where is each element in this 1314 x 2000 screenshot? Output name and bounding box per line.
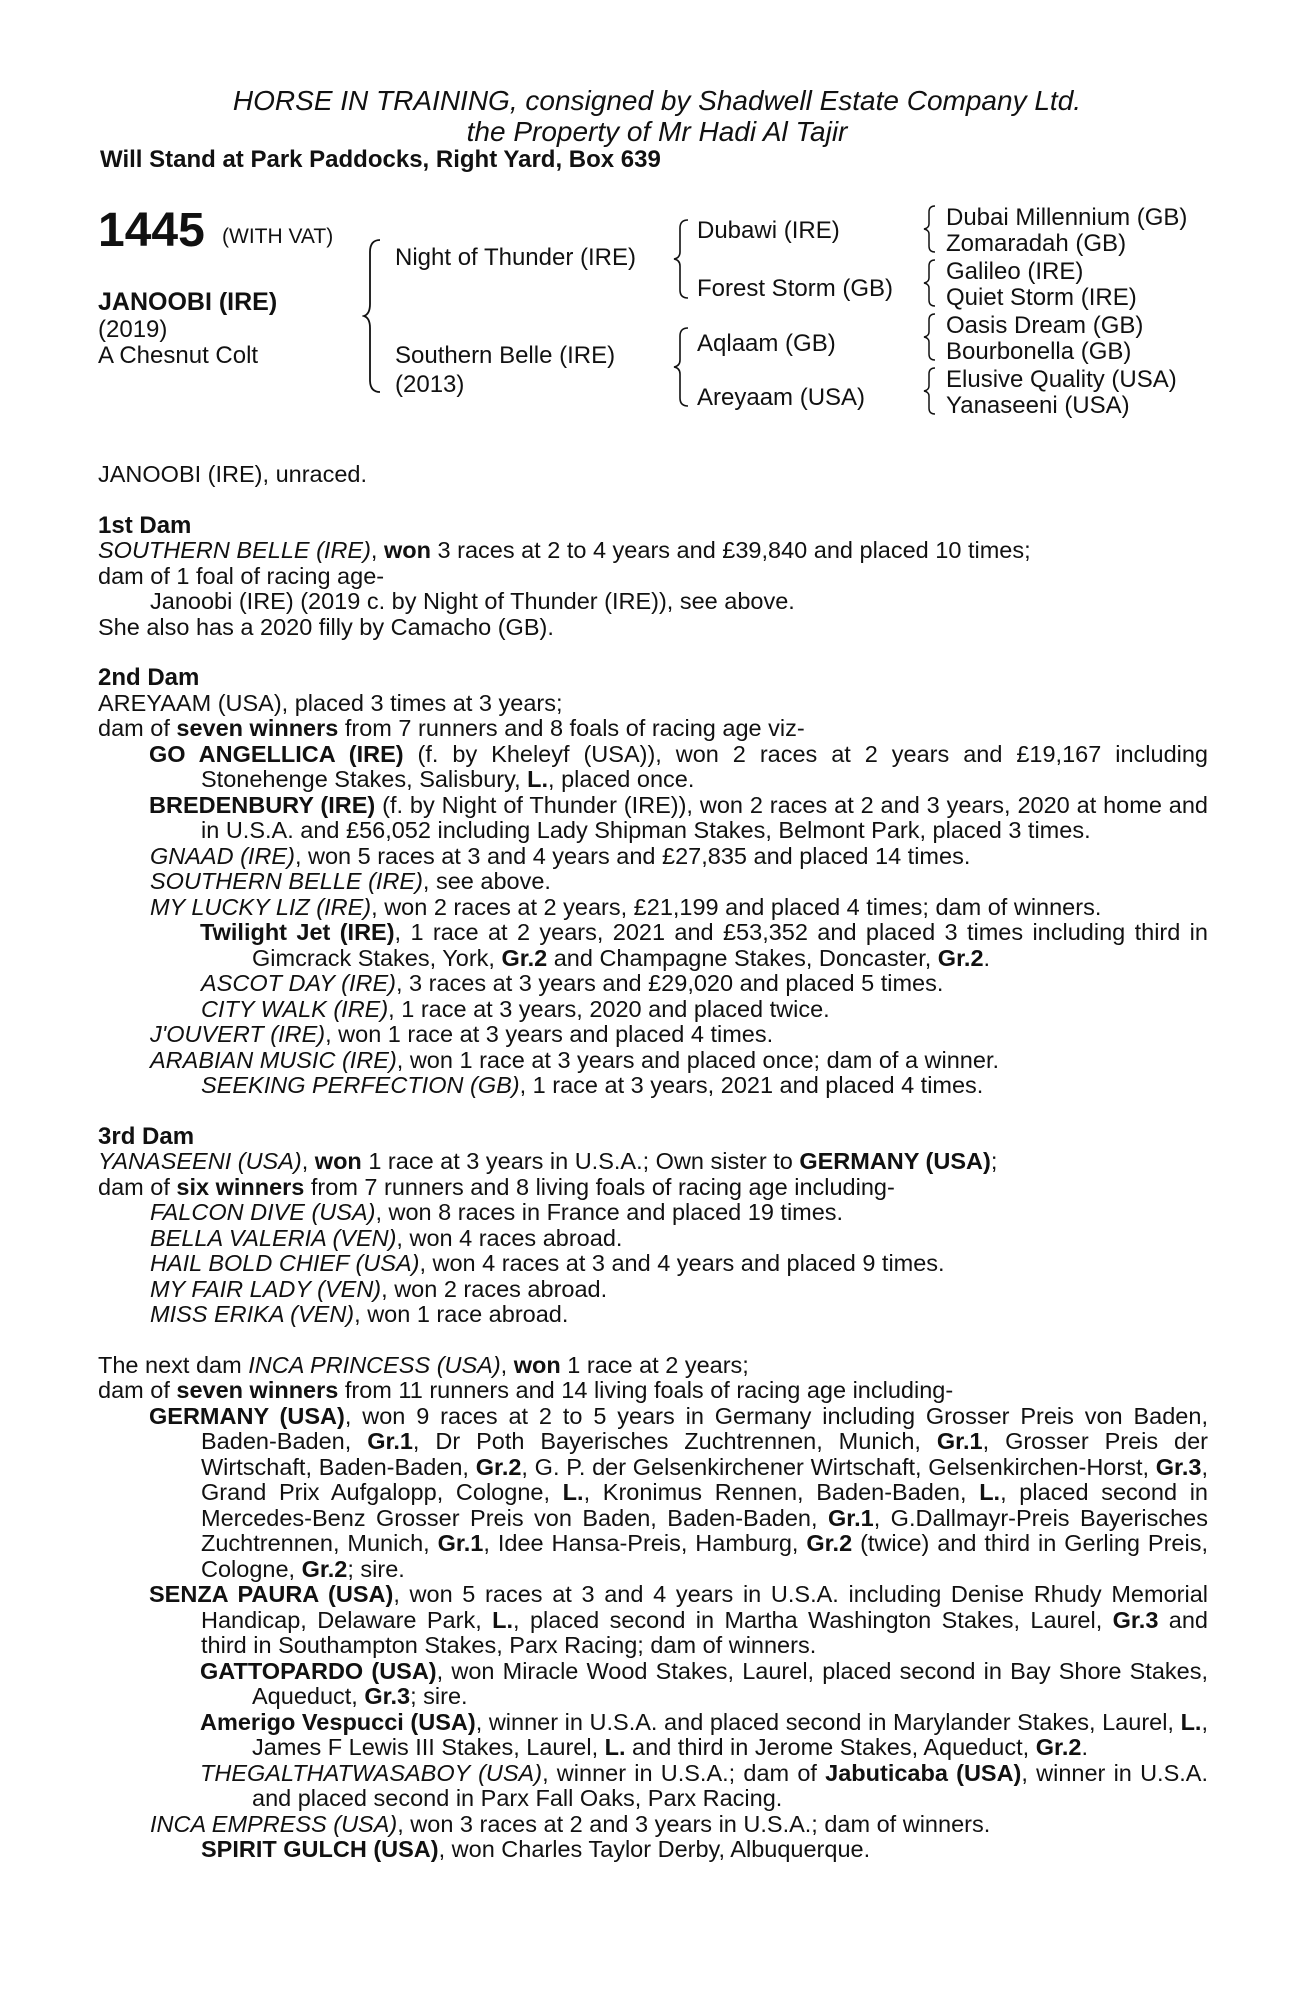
pedigree-brace-ds <box>922 312 938 362</box>
entry-ascot-day: ASCOT DAY (IRE), 3 races at 3 years and £29,020 and placed 5 times. <box>201 970 944 996</box>
pedigree-brace-sire-dam <box>362 238 386 394</box>
pedigree-sd-sire: Galileo (IRE) <box>946 258 1084 285</box>
pedigree-sd-dam: Quiet Storm (IRE) <box>946 284 1137 311</box>
entry-inca-empress: INCA EMPRESS (USA), won 3 races at 2 and 3 years in U.S.A.; dam of winners. <box>150 1810 991 1837</box>
third-dam-line: YANASEENI (USA), won 1 race at 3 years in U.S.A.; Own sister to GERMANY (USA); <box>98 1148 998 1174</box>
second-dam-heading: 2nd Dam <box>98 664 200 691</box>
entry-jouvert: J'OUVERT (IRE), won 1 race at 3 years and placed 4 times. <box>150 1021 774 1047</box>
pedigree-ds-dam: Bourbonella (GB) <box>946 338 1132 365</box>
entry-bella-valeria: BELLA VALERIA (VEN), won 4 races abroad. <box>150 1224 623 1251</box>
entry-twilight-jet: Twilight Jet (IRE), 1 race at 2 years, 2021 and £53,352 and placed 3 times including third in Gimcrack Stakes, York, Gr.2 and Champagne Stakes, Doncaster, Gr.2. <box>200 919 1208 971</box>
pedigree-notes <box>98 462 1208 1863</box>
second-dam-line: AREYAAM (USA), placed 3 times at 3 years; <box>98 689 563 716</box>
pedigree-dd-sire: Elusive Quality (USA) <box>946 366 1177 393</box>
entry-go-angellica: GO ANGELLICA (IRE) (f. by Kheleyf (USA)), won 2 races at 2 years and £19,167 including Stonehenge Stakes, Salisbury, L., placed once. <box>149 740 1208 792</box>
owner-heading: the Property of Mr Hadi Al Tajir <box>466 116 848 147</box>
entry-falcon-dive: FALCON DIVE (USA), won 8 races in France and placed 19 times. <box>150 1199 844 1225</box>
horse-description: A Chesnut Colt <box>98 342 259 369</box>
entry-miss-erika: MISS ERIKA (VEN), won 1 race abroad. <box>150 1301 569 1327</box>
stand-location: Will Stand at Park Paddocks, Right Yard, Box 639 <box>100 146 661 173</box>
third-dam-heading: 3rd Dam <box>98 1122 195 1150</box>
entry-gattopardo: GATTOPARDO (USA), won Miracle Wood Stakes, Laurel, placed second in Bay Shore Stakes, Aqueduct, Gr.3; sire. <box>200 1657 1208 1709</box>
third-dam-produce: dam of six winners from 7 runners and 8 living foals of racing age including- <box>98 1173 895 1200</box>
lot-number: 1445 <box>98 204 205 257</box>
next-dam-line: The next dam INCA PRINCESS (USA), won 1 race at 2 years; <box>98 1351 749 1378</box>
intro-line: JANOOBI (IRE), unraced. <box>98 461 368 487</box>
entry-gnaad: GNAAD (IRE), won 5 races at 3 and 4 years and £27,835 and placed 14 times. <box>150 842 971 869</box>
first-dam-line: SOUTHERN BELLE (IRE), won 3 races at 2 to 4 years and £39,840 and placed 10 times; <box>98 537 1031 563</box>
horse-name: JANOOBI (IRE) <box>98 288 278 316</box>
pedigree-ds-sire: Oasis Dream (GB) <box>946 312 1144 339</box>
entry-my-fair-lady: MY FAIR LADY (VEN), won 2 races abroad. <box>150 1275 608 1302</box>
pedigree-sire-dam: Forest Storm (GB) <box>697 275 894 302</box>
pedigree-dam-sire: Aqlaam (GB) <box>697 330 836 357</box>
pedigree-dd-dam: Yanaseeni (USA) <box>946 392 1130 419</box>
pedigree-brace-sire-parents <box>672 218 692 300</box>
entry-amerigo-vespucci: Amerigo Vespucci (USA), winner in U.S.A. and placed second in Marylander Stakes, Laurel, L., James F Lewis III Stakes, Laurel, L. and third in Jerome Stakes, Aqueduct, Gr.2. <box>200 1708 1208 1760</box>
pedigree-dam-dam: Areyaam (USA) <box>697 384 866 411</box>
entry-my-lucky-liz: MY LUCKY LIZ (IRE), won 2 races at 2 years, £21,199 and placed 4 times; dam of winners. <box>150 893 1102 920</box>
entry-city-walk: CITY WALK (IRE), 1 race at 3 years, 2020 and placed twice. <box>201 995 830 1022</box>
pedigree-ss-dam: Zomaradah (GB) <box>946 230 1127 257</box>
pedigree-sire-sire: Dubawi (IRE) <box>697 217 840 244</box>
entry-arabian-music: ARABIAN MUSIC (IRE), won 1 race at 3 years and placed once; dam of a winner. <box>150 1046 1000 1073</box>
pedigree-sire: Night of Thunder (IRE) <box>395 244 636 271</box>
pedigree-brace-dd <box>922 366 938 416</box>
entry-germany: GERMANY (USA), won 9 races at 2 to 5 years in Germany including Grosser Preis von Baden, Baden-Baden, Gr.1, Dr Poth Bayerisches Zuchtrennen, Munich, Gr.1, Grosser Preis der Wirtschaft, Baden-Baden, Gr.2, G. P. der Gelsenkirchener Wirtschaft, Gelsenkirchen-Horst, Gr.3, Grand Prix Aufgalopp, Cologne, L., Kronimus Rennen, Baden-Baden, L., placed second in Mercedes-Benz Grosser Preis von Baden, Baden-Baden, Gr.1, G.Dallmayr-Preis Bayerisches Zuchtrennen, Munich, Gr.1, Idee Hansa-Preis, Hamburg, Gr.2 (twice) and third in Gerling Preis, Cologne, Gr.2; sire. <box>149 1402 1208 1582</box>
first-dam-heading: 1st Dam <box>98 511 192 539</box>
vat-note: (WITH VAT) <box>222 225 334 248</box>
first-dam-offspring: Janoobi (IRE) (2019 c. by Night of Thunder (IRE)), see above. <box>150 588 795 614</box>
pedigree-brace-sd <box>922 258 938 308</box>
next-dam-produce: dam of seven winners from 11 runners and 14 living foals of racing age including- <box>98 1377 954 1403</box>
pedigree-brace-ss <box>922 204 938 254</box>
first-dam-note: She also has a 2020 filly by Camacho (GB). <box>98 613 554 640</box>
entry-spirit-gulch: SPIRIT GULCH (USA), won Charles Taylor Derby, Albuquerque. <box>201 1836 871 1862</box>
entry-southern-belle: SOUTHERN BELLE (IRE), see above. <box>150 868 551 894</box>
horse-year: (2019) <box>98 316 168 343</box>
entry-bredenbury: BREDENBURY (IRE) (f. by Night of Thunder (IRE)), won 2 races at 2 and 3 years, 2020 at home and in U.S.A. and £56,052 including Lady Shipman Stakes, Belmont Park, placed 3 times. <box>149 791 1208 843</box>
pedigree-ss-sire: Dubai Millennium (GB) <box>946 204 1188 231</box>
pedigree-dam-year: (2013) <box>395 371 465 398</box>
entry-seeking-perfection: SEEKING PERFECTION (GB), 1 race at 3 years, 2021 and placed 4 times. <box>201 1072 984 1098</box>
consignor-heading: HORSE IN TRAINING, consigned by Shadwell Estate Company Ltd. <box>232 85 1082 116</box>
entry-senza-paura: SENZA PAURA (USA), won 5 races at 3 and 4 years in U.S.A. including Denise Rhudy Memorial Handicap, Delaware Park, L., placed second in Martha Washington Stakes, Laurel, Gr.3 and third in Southampton Stakes, Parx Racing; dam of winners. <box>149 1581 1208 1658</box>
entry-hail-bold-chief: HAIL BOLD CHIEF (USA), won 4 races at 3 and 4 years and placed 9 times. <box>150 1250 945 1276</box>
pedigree-dam: Southern Belle (IRE) <box>395 342 616 369</box>
second-dam-produce: dam of seven winners from 7 runners and 8 foals of racing age viz- <box>98 715 805 741</box>
first-dam-foals: dam of 1 foal of racing age- <box>98 562 385 589</box>
entry-thegalthatwasaboy: THEGALTHATWASABOY (USA), winner in U.S.A.; dam of Jabuticaba (USA), winner in U.S.A. and placed second in Parx Fall Oaks, Parx Racing. <box>200 1759 1208 1811</box>
pedigree-brace-dam-parents <box>672 326 692 408</box>
